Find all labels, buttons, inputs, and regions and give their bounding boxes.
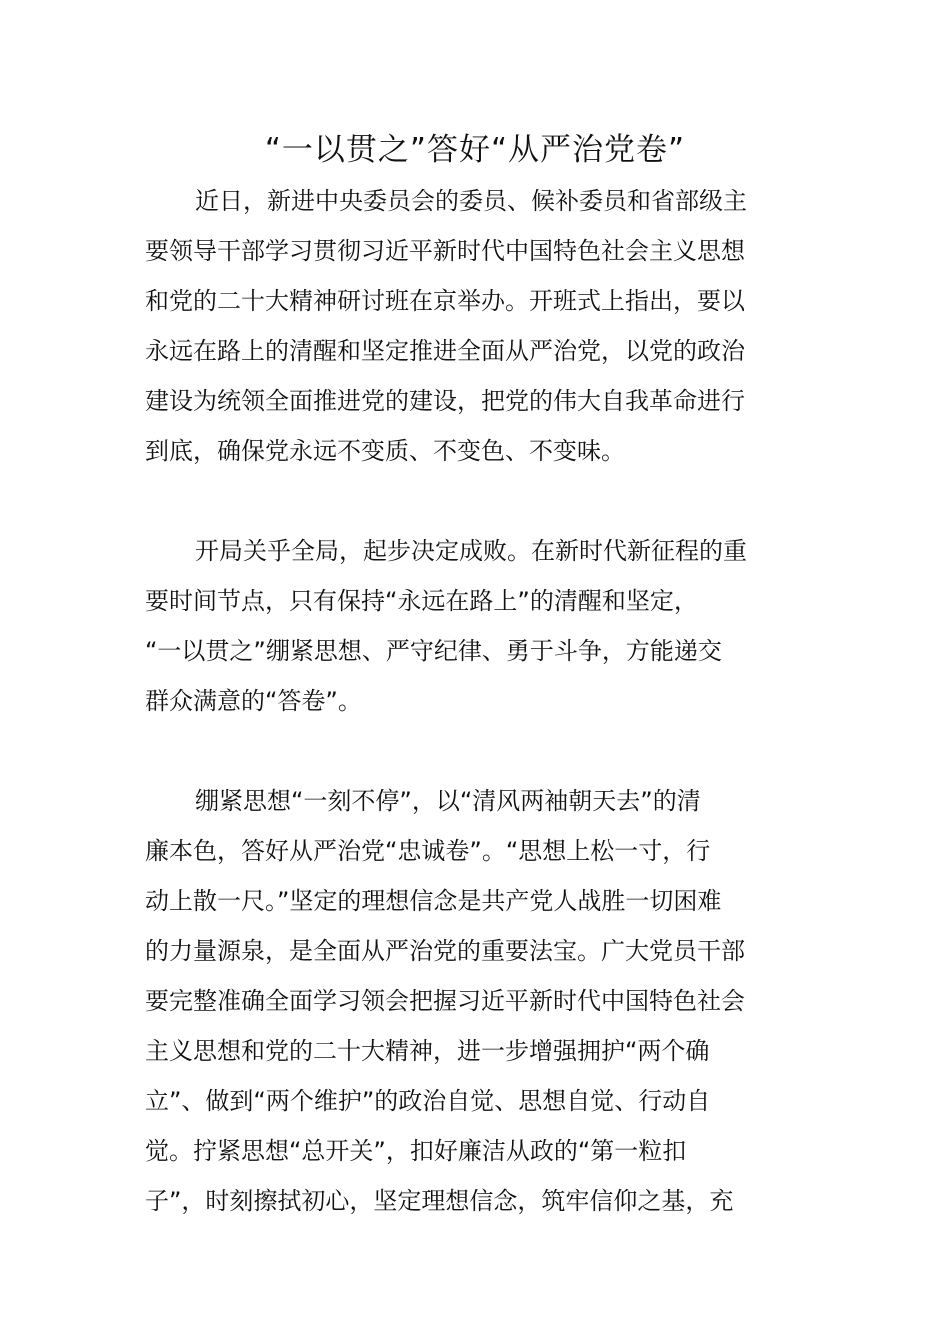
- paragraph-line: 永远在路上的清醒和坚定推进全面从严治党，以党的政治: [145, 337, 745, 365]
- paragraph-line: 绷紧思想“一刻不停”，以“清风两袖朝天去”的清: [195, 787, 701, 815]
- paragraph-line: 子”，时刻擦拭初心，坚定理想信念，筑牢信仰之基，充: [145, 1187, 734, 1215]
- paragraph-line: 动上散一尺。”坚定的理想信念是共产党人战胜一切困难: [145, 887, 722, 915]
- paragraph-line: 近日，新进中央委员会的委员、候补委员和省部级主: [195, 187, 747, 215]
- paragraph-2: [145, 526, 810, 726]
- paragraph-line: 要完整准确全面学习领会把握习近平新时代中国特色社会: [145, 987, 745, 1015]
- document-body: [145, 176, 810, 1226]
- paragraph-3: [145, 776, 810, 1226]
- paragraph-line: 到底，确保党永远不变质、不变色、不变味。: [145, 437, 625, 465]
- paragraph-line: 要领导干部学习贯彻习近平新时代中国特色社会主义思想: [145, 237, 745, 265]
- paragraph-line: 建设为统领全面推进党的建设，把党的伟大自我革命进行: [145, 387, 745, 415]
- paragraph-line: “一以贯之”绷紧思想、严守纪律、勇于斗争，方能递交: [145, 637, 722, 665]
- paragraph-line: 和党的二十大精神研讨班在京举办。开班式上指出，要以: [145, 287, 745, 315]
- paragraph-line: 开局关乎全局，起步决定成败。在新时代新征程的重: [195, 537, 747, 565]
- paragraph-line: 的力量源泉，是全面从严治党的重要法宝。广大党员干部: [145, 937, 745, 965]
- paragraph-line: 要时间节点，只有保持“永远在路上”的清醒和坚定，: [145, 587, 698, 615]
- paragraph-1: [145, 176, 810, 476]
- paragraph-line: 立”、做到“两个维护”的政治自觉、思想自觉、行动自: [145, 1087, 711, 1115]
- paragraph-spacer: [145, 726, 810, 776]
- document-title: “一以贯之”答好“从严治党卷”: [264, 132, 686, 168]
- paragraph-line: 主义思想和党的二十大精神，进一步增强拥护“两个确: [145, 1037, 710, 1065]
- paragraph-line: 群众满意的“答卷”。: [145, 687, 362, 715]
- paragraph-line: 觉。拧紧思想“总开关”，扣好廉洁从政的“第一粒扣: [145, 1137, 687, 1165]
- paragraph-spacer: [145, 476, 810, 526]
- paragraph-line: 廉本色，答好从严治党“忠诚卷”。“思想上松一寸，行: [145, 837, 711, 865]
